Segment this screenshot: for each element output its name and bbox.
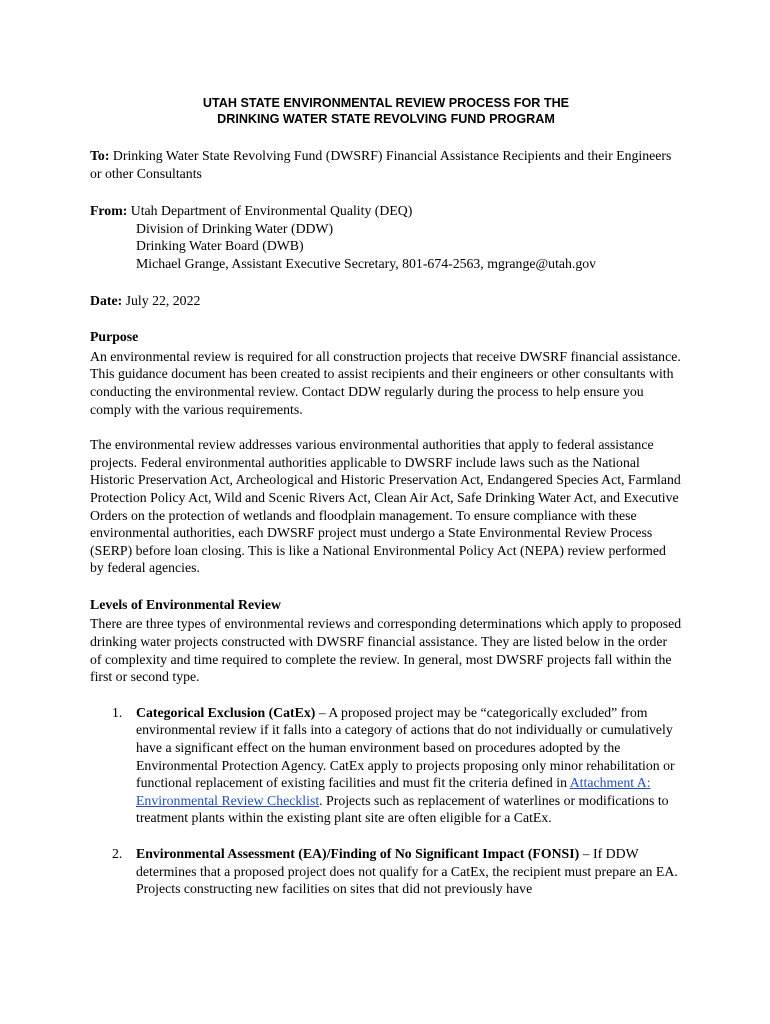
list-item-ea-fonsi: [90, 845, 682, 898]
to-label: To:: [90, 148, 110, 163]
list-text-after: . Projects such as replacement of waterlines or modifications to treatment plants within the existing plant site are often eligible for a CatEx.: [136, 792, 669, 826]
to-field: [90, 147, 682, 182]
from-line-4: Michael Grange, Assistant Executive Secretary, 801-674-2563, mgrange@utah.gov: [136, 255, 597, 271]
date-value: July 22, 2022: [122, 292, 201, 308]
review-types-list: [90, 704, 682, 898]
title-line-1: UTAH STATE ENVIRONMENTAL REVIEW PROCESS FOR THE: [202, 96, 570, 110]
title-line-2: DRINKING WATER STATE REVOLVING FUND PROGRAM: [217, 112, 555, 126]
list-number: 2.: [112, 846, 123, 861]
date-field: [90, 292, 682, 310]
from-line-3: Drinking Water Board (DWB): [136, 238, 304, 254]
list-text-before: – A proposed project may be “categorically excluded” from environmental review if it falls into a category of actions that do not individually or cumulatively have a significant effect on the human environment based on procedures adopted by the Environmental Protection Agency. CatEx apply to projects proposing only minor rehabilitation or functional replacement of existing facilities and must fit the criteria defined in: [136, 704, 675, 791]
levels-intro: There are three types of environmental reviews and corresponding determinations which apply to proposed drinking water projects constructed with DWSRF financial assistance. They are listed below in the order of complexity and time required to complete the review. In general, most DWSRF projects fall within the first or second type.: [90, 616, 682, 685]
attachment-a-link[interactable]: Attachment A: Environmental Review Checklist: [136, 775, 651, 808]
list-term: Environmental Assessment (EA)/Finding of No Significant Impact (FONSI): [136, 846, 580, 861]
date-label: Date:: [90, 292, 123, 308]
purpose-heading: Purpose: [90, 329, 139, 345]
to-text: Drinking Water State Revolving Fund (DWSRF) Financial Assistance Recipients and their Engineers or other Consultants: [90, 148, 672, 181]
purpose-paragraph-2: The environmental review addresses various environmental authorities that apply to federal assistance projects. Federal environmental authorities applicable to DWSRF include laws such as the National Historic Preservation Act, Archeological and Historic Preservation Act, Endangered Species Act, Farmland Protection Policy Act, Wild and Scenic Rivers Act, Clean Air Act, Safe Drinking Water Act, and Executive Orders on the protection of wetlands and floodplain management. To ensure compliance with these environmental authorities, each DWSRF project must undergo a State Environmental Review Process (SERP) before loan closing. This is like a National Environmental Policy Act (NEPA) review performed by federal agencies.: [90, 437, 681, 576]
document-title: [90, 95, 682, 127]
from-line-2: Division of Drinking Water (DDW): [136, 220, 334, 236]
from-field: [90, 202, 682, 272]
levels-heading: Levels of Environmental Review: [90, 596, 281, 612]
list-text-before: – If DDW determines that a proposed project does not qualify for a CatEx, the recipient must prepare an EA. Projects constructing new facilities on sites that did not previously have: [136, 846, 678, 897]
from-line-1: Utah Department of Environmental Quality (DEQ): [127, 203, 413, 219]
list-item-catex: [90, 704, 682, 827]
list-term: Categorical Exclusion (CatEx): [136, 704, 316, 720]
list-number: 1.: [112, 704, 123, 720]
purpose-paragraph-1: An environmental review is required for all construction projects that receive DWSRF financial assistance. This guidance document has been created to assist recipients and their engineers or other consultants with conducting the environmental review. Contact DDW regularly during the process to help ensure you comply with the various requirements.: [90, 348, 681, 417]
from-label: From:: [90, 203, 128, 219]
